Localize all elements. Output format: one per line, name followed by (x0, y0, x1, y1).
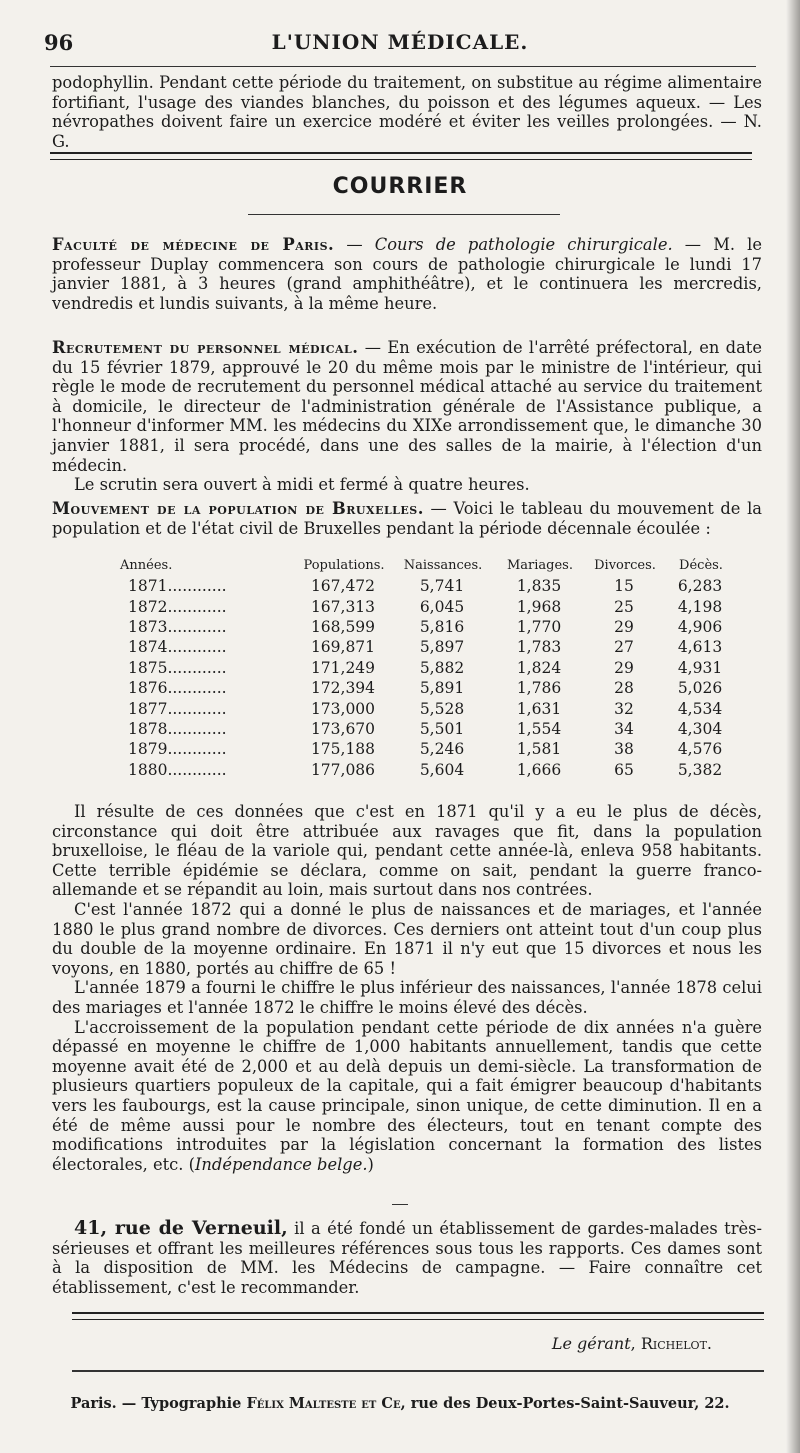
analysis-paragraphs (52, 802, 762, 1174)
table-header-row (120, 556, 744, 576)
analysis-paragraph: C'est l'année 1872 qui a donné le plus de naissances et de mariages, et l'année 1880 le plus grand nombre de divorces. Ces derniers ont atteint tout d'un coup plus du double de la moyenne ordinaire. En 1871 il n'y eut que 15 divorces et nous les voyons, en 1880, portés au chiffre de 65 ! (52, 899, 762, 978)
item-heading: Mouvement de la population de Bruxelles. (52, 499, 424, 518)
analysis-paragraph: L'année 1879 a fourni le chiffre le plus inférieur des naissances, l'année 1878 celui des mariages et l'année 1872 le chiffre le moins élevé des décès. (52, 978, 762, 1017)
page-edge-shadow (786, 0, 800, 1453)
news-item-recrutement: Recrutement du personnel médical. — En exécution de l'arrêté préfectoral, en date du 15 février 1879, approuvé le 20 du même mois par le ministre de l'intérieur, qui règle le mode de recrutement du personnel médical attaché au service du traitement à domicile, le directeur de l'administration générale de l'Assistance publique, a l'honneur d'informer MM. les médecins du XIXe arrondissement que, le dimanche 30 janvier 1881, il sera procédé, dans une des salles de la mairie, à l'élection d'un médecin. Le scrutin sera ouvert à midi et fermé à quatre heures. (52, 338, 762, 495)
item-text: En exécution de l'arrêté préfectoral, en date du 15 février 1879, approuvé le 20 du même mois par le ministre de l'intérieur, qui règle le mode de recrutement du personnel médical attaché au service du traitement à domicile, le directeur de l'administration générale de l'Assistance publique, a l'honneur d'informer MM. les médecins du XIXe arrondissement que, le dimanche 30 janvier 1881, il sera procédé, dans une des salles de la mairie, à l'élection d'un médecin. (52, 338, 762, 475)
item-text: M. le professeur Duplay commencera son cours de pathologie chirurgicale le lundi 17 janvier 1881, à 3 heures (grand amphithéâtre), et le continuera les mercredis, vendredis et lundis suivants, à la même heure. (52, 235, 763, 313)
continuation-paragraph: podophyllin. Pendant cette période du traitement, on substitue au régime alimentaire fortifiant, l'usage des viandes blanches, du poisson et des légumes aqueux. — Les névropathes doivent faire un exercice modéré et éviter les veilles prolongées. — N. G. (52, 73, 762, 151)
footer-rule (72, 1370, 764, 1372)
section-divider (50, 152, 752, 160)
page-header (44, 26, 756, 56)
table-row: 1871............ 167,472 5,741 1,835 15 6,283 (128, 577, 723, 596)
analysis-paragraph: L'accroissement de la population pendant cette période de dix années n'a guère dépassé en moyenne le chiffre de 1,000 habitants annuellement, tandis que cette moyenne avait été de 2,000 et au delà depuis un demi-siècle. La transformation de plusieurs quartiers populeux de la capitale, qui a fait émigrer beaucoup d'habitants vers les faubourgs, est la cause principale, sinon unique, de cette diminution. Il en a été de même aussi pour le nombre des électeurs, tout en tenant compte des modifications introduites par la législation concernant la formation des listes électorales, etc. (Indépendance belge.) (52, 1017, 762, 1174)
table-row: 1872............ 167,313 6,045 1,968 25 4,198 (128, 597, 723, 616)
advertisement-notice (52, 1219, 762, 1297)
notice-text: il a été fondé un établissement de gardes-malades très-sérieuses et offrant les meilleures références sous tous les rapports. Ces dames sont à la disposition de MM. les Médecins de campagne. — Faire connaître cet établissement, c'est le recommander. (52, 1219, 762, 1297)
table-row: 1876............ 172,394 5,891 1,786 28 5,026 (128, 679, 723, 698)
col-header: Naissances. (403, 557, 483, 573)
table-row: 1874............ 169,871 5,897 1,783 27 4,613 (128, 638, 723, 657)
news-item-bruxelles: Mouvement de la population de Bruxelles. — Voici le tableau du mouvement de la population et de l'état civil de Bruxelles pendant la période décennale écoulée : (52, 499, 762, 538)
col-header: Mariages. (506, 557, 573, 573)
col-header: Décès. (679, 557, 723, 573)
page-number: 96 (44, 30, 74, 55)
printer-imprint: Paris. — Typographie Félix Malteste et Ce, rue des Deux-Portes-Saint-Sauveur, 22. (70, 1395, 730, 1412)
col-header: Années. (120, 557, 173, 573)
col-header: Divorces. (594, 557, 656, 573)
table-row: 1880............ 177,086 5,604 1,666 65 5,382 (128, 760, 723, 779)
manager-signature: Le gérant, Richelot. (551, 1334, 712, 1353)
closing-divider (72, 1312, 764, 1320)
item-text-2: Le scrutin sera ouvert à midi et fermé à quatre heures. (74, 475, 530, 495)
table-row: 1878............ 173,670 5,501 1,554 34 4,304 (128, 719, 723, 738)
population-table (120, 556, 744, 780)
item-heading: Recrutement du personnel médical. (52, 338, 359, 357)
notice-rule (392, 1204, 408, 1205)
analysis-paragraph: Il résulte de ces données que c'est en 1871 qu'il y a eu le plus de décès, circonstance qui doit être attribuée aux ravages que fit, dans la population bruxelloise, le fléau de la variole qui, pendant cette année-là, enleva 958 habitants. Cette terrible épidémie se déclara, comme on sait, pendant la guerre franco-allemande et se répandit au loin, mais surtout dans nos contrées. (52, 802, 762, 900)
table-row: 1875............ 171,249 5,882 1,824 29 4,931 (128, 658, 723, 677)
news-item-faculte: Faculté de médecine de Paris. — Cours de pathologie chirurgicale. — M. le professeur Duplay commencera son cours de pathologie chirurgicale le lundi 17 janvier 1881, à 3 heures (grand amphithéâtre), et le continuera les mercredis, vendredis et lundis suivants, à la même heure. (52, 235, 763, 313)
title-rule (248, 214, 560, 215)
table-row: 1873............ 168,599 5,816 1,770 29 4,906 (128, 617, 723, 636)
section-title: COURRIER (332, 174, 468, 199)
journal-title: L'UNION MÉDICALE. (271, 30, 529, 54)
table-row: 1879............ 175,188 5,246 1,581 38 4,576 (128, 740, 723, 759)
item-heading: Faculté de médecine de Paris. (52, 235, 335, 254)
notice-address: 41, rue de Verneuil, (74, 1217, 288, 1239)
item-text: Voici le tableau du mouvement de la population et de l'état civil de Bruxelles pendant la période décennale écoulée : (52, 499, 762, 538)
header-rule (50, 66, 756, 67)
table-row: 1877............ 173,000 5,528 1,631 32 4,534 (128, 699, 723, 718)
source-citation: Indépendance belge. (194, 1154, 368, 1174)
item-subheading: Cours de pathologie chirurgicale. (374, 235, 673, 254)
col-header: Populations. (303, 557, 385, 573)
